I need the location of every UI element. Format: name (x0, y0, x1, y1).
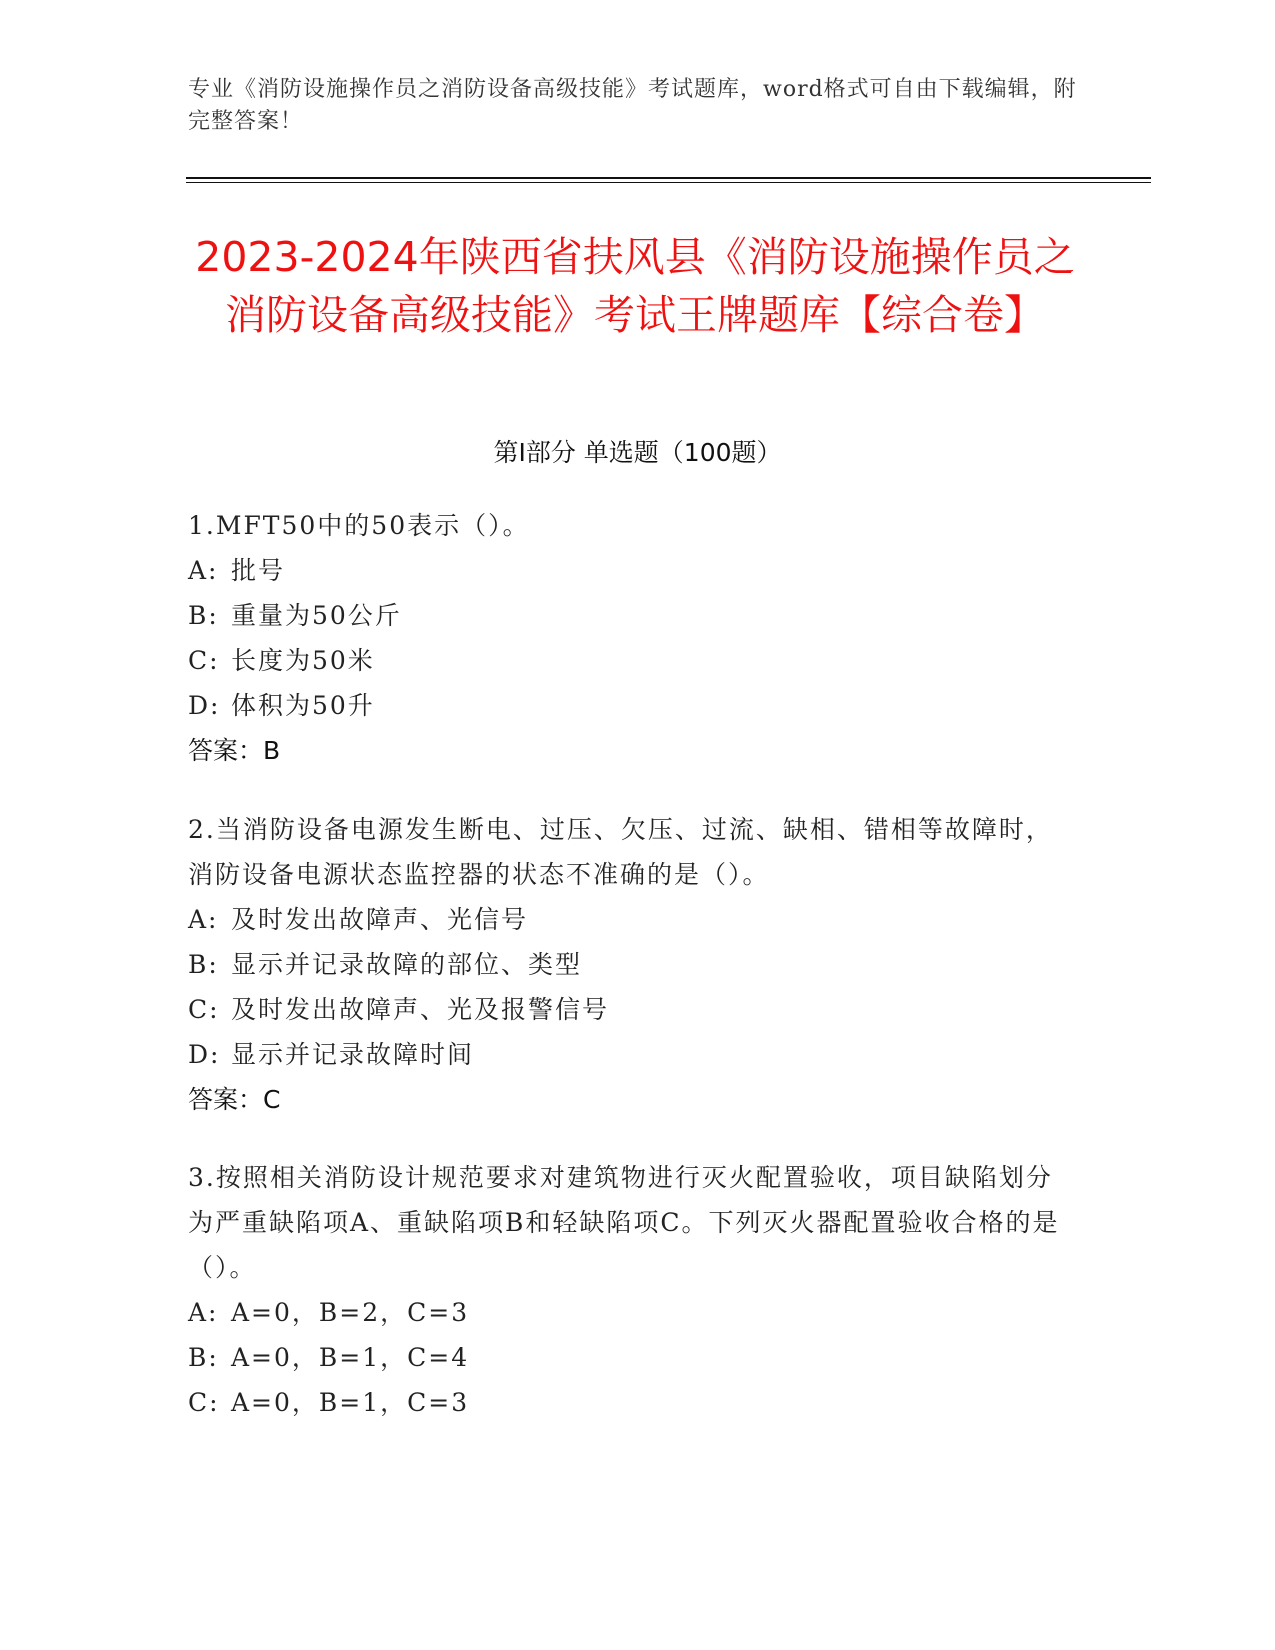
option-text: 及时发出故障声、光信号 (231, 905, 529, 934)
option-key: C: (188, 1388, 220, 1417)
option-key: A: (188, 1298, 219, 1327)
option-text: 批号 (231, 556, 286, 585)
option-d (188, 1032, 1068, 1077)
header-divider-thick (186, 177, 1151, 179)
option-text: 显示并记录故障的部位、类型 (231, 950, 583, 979)
option-key: C: (188, 995, 220, 1024)
option-text: 重量为50公斤 (231, 601, 402, 630)
option-b (188, 942, 1068, 987)
option-text: A=0，B=1，C=3 (231, 1388, 470, 1417)
option-c (188, 987, 1068, 1032)
option-text: A=0，B=2，C=3 (231, 1298, 470, 1327)
option-c (188, 638, 1068, 683)
option-key: C: (188, 646, 220, 675)
option-key: D: (188, 1040, 221, 1069)
option-key: B: (188, 950, 219, 979)
answer: 答案：C (188, 1085, 281, 1114)
option-b (188, 593, 1068, 638)
option-c (188, 1380, 1068, 1425)
option-text: 及时发出故障声、光及报警信号 (231, 995, 610, 1024)
document-title: 2023-2024年陕西省扶风县《消防设施操作员之消防设备高级技能》考试王牌题库【综合卷】 (195, 233, 1075, 339)
question-2 (188, 807, 1068, 1122)
option-key: A: (188, 556, 219, 585)
question-stem: 3.按照相关消防设计规范要求对建筑物进行灭火配置验收，项目缺陷划分为严重缺陷项A、重缺陷项B和轻缺陷项C。下列灭火器配置验收合格的是（）。 (188, 1163, 1060, 1282)
option-a (188, 1290, 1068, 1335)
option-key: B: (188, 601, 219, 630)
option-a (188, 897, 1068, 942)
option-text: 长度为50米 (231, 646, 375, 675)
answer: 答案：B (188, 736, 281, 765)
option-key: D: (188, 691, 221, 720)
option-text: 显示并记录故障时间 (231, 1040, 475, 1069)
section-title: 第I部分 单选题（100题） (493, 438, 782, 467)
option-d (188, 683, 1068, 728)
question-stem: 1.MFT50中的50表示（）。 (188, 511, 530, 540)
option-b (188, 1335, 1068, 1380)
question-1 (188, 503, 1068, 773)
header-divider-thin (186, 182, 1151, 183)
option-key: B: (188, 1343, 219, 1372)
header-note: 专业《消防设施操作员之消防设备高级技能》考试题库，word格式可自由下载编辑，附完整答案！ (188, 77, 1077, 134)
option-text: A=0，B=1，C=4 (231, 1343, 470, 1372)
question-stem: 2.当消防设备电源发生断电、过压、欠压、过流、缺相、错相等故障时，消防设备电源状态监控器的状态不准确的是（）。 (188, 815, 1053, 889)
question-3 (188, 1155, 1068, 1425)
option-a (188, 548, 1068, 593)
option-key: A: (188, 905, 219, 934)
option-text: 体积为50升 (231, 691, 375, 720)
